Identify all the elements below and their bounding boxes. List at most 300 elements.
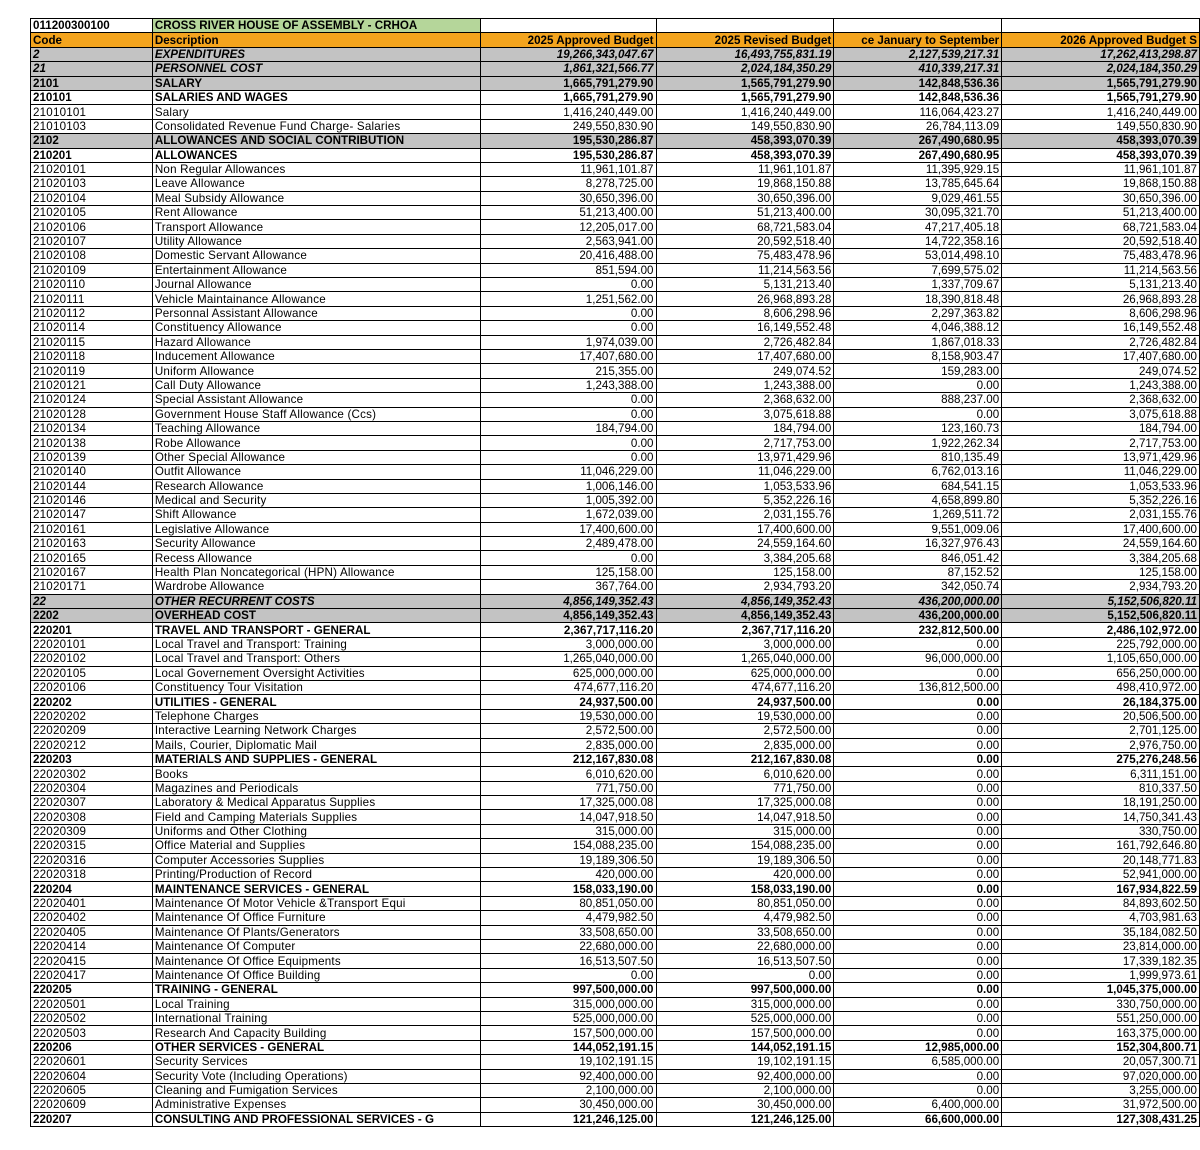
revised-2025-cell[interactable]: 125,158.00	[656, 565, 834, 579]
actual-jan-sep-cell[interactable]: 0.00	[834, 796, 1002, 810]
actual-jan-sep-cell[interactable]: 0.00	[834, 709, 1002, 723]
code-cell[interactable]: 22020401	[31, 896, 153, 910]
approved-2025-cell[interactable]: 0.00	[480, 278, 656, 292]
actual-jan-sep-cell[interactable]: 0.00	[834, 752, 1002, 766]
approved-2025-cell[interactable]: 212,167,830.08	[480, 752, 656, 766]
actual-jan-sep-cell[interactable]: 0.00	[834, 925, 1002, 939]
code-cell[interactable]: 22020304	[31, 781, 153, 795]
approved-2026-cell[interactable]: 1,416,240,449.00	[1002, 105, 1200, 119]
description-cell[interactable]: Rent Allowance	[152, 206, 480, 220]
approved-2026-cell[interactable]: 1,565,791,279.90	[1002, 76, 1200, 90]
revised-2025-cell[interactable]: 16,149,552.48	[656, 321, 834, 335]
approved-2026-cell[interactable]: 20,057,300.71	[1002, 1055, 1200, 1069]
actual-jan-sep-cell[interactable]: 0.00	[834, 637, 1002, 651]
approved-2026-cell[interactable]: 20,506,500.00	[1002, 709, 1200, 723]
revised-2025-cell[interactable]: 157,500,000.00	[656, 1026, 834, 1040]
revised-2025-cell[interactable]: 24,559,164.60	[656, 537, 834, 551]
actual-jan-sep-cell[interactable]: 267,490,680.95	[834, 134, 1002, 148]
actual-jan-sep-cell[interactable]: 436,200,000.00	[834, 609, 1002, 623]
approved-2026-cell[interactable]: 2,717,753.00	[1002, 436, 1200, 450]
code-cell[interactable]: 21020106	[31, 220, 153, 234]
approved-2026-cell[interactable]: 2,024,184,350.29	[1002, 62, 1200, 76]
actual-jan-sep-cell[interactable]: 11,395,929.15	[834, 162, 1002, 176]
actual-jan-sep-cell[interactable]: 7,699,575.02	[834, 263, 1002, 277]
revised-2025-cell[interactable]: 144,052,191.15	[656, 1040, 834, 1054]
code-cell[interactable]: 210101	[31, 90, 153, 104]
revised-2025-cell[interactable]: 19,530,000.00	[656, 709, 834, 723]
header-code[interactable]: Code	[31, 33, 153, 47]
header-jan-to-sep[interactable]: ce January to September	[834, 33, 1002, 47]
revised-2025-cell[interactable]: 19,102,191.15	[656, 1055, 834, 1069]
description-cell[interactable]: Laboratory & Medical Apparatus Supplies	[152, 796, 480, 810]
org-name-cell[interactable]: CROSS RIVER HOUSE OF ASSEMBLY - CRHOA	[152, 19, 480, 33]
revised-2025-cell[interactable]: 92,400,000.00	[656, 1069, 834, 1083]
code-cell[interactable]: 21020107	[31, 234, 153, 248]
description-cell[interactable]: MATERIALS AND SUPPLIES - GENERAL	[152, 752, 480, 766]
approved-2026-cell[interactable]: 26,968,893.28	[1002, 292, 1200, 306]
code-cell[interactable]: 21020163	[31, 537, 153, 551]
code-cell[interactable]: 21020101	[31, 162, 153, 176]
actual-jan-sep-cell[interactable]: 684,541.15	[834, 479, 1002, 493]
actual-jan-sep-cell[interactable]: 0.00	[834, 1011, 1002, 1025]
approved-2026-cell[interactable]: 11,046,229.00	[1002, 465, 1200, 479]
approved-2025-cell[interactable]: 80,851,050.00	[480, 896, 656, 910]
actual-jan-sep-cell[interactable]: 0.00	[834, 767, 1002, 781]
approved-2025-cell[interactable]: 474,677,116.20	[480, 680, 656, 694]
approved-2026-cell[interactable]: 458,393,070.39	[1002, 148, 1200, 162]
approved-2026-cell[interactable]: 26,184,375.00	[1002, 695, 1200, 709]
approved-2025-cell[interactable]: 0.00	[480, 306, 656, 320]
description-cell[interactable]: Recess Allowance	[152, 551, 480, 565]
approved-2025-cell[interactable]: 367,764.00	[480, 580, 656, 594]
code-cell[interactable]: 22020202	[31, 709, 153, 723]
actual-jan-sep-cell[interactable]: 14,722,358.16	[834, 234, 1002, 248]
actual-jan-sep-cell[interactable]: 888,237.00	[834, 393, 1002, 407]
approved-2026-cell[interactable]: 18,191,250.00	[1002, 796, 1200, 810]
revised-2025-cell[interactable]: 458,393,070.39	[656, 134, 834, 148]
approved-2026-cell[interactable]: 2,701,125.00	[1002, 724, 1200, 738]
approved-2026-cell[interactable]: 1,045,375,000.00	[1002, 983, 1200, 997]
revised-2025-cell[interactable]: 33,508,650.00	[656, 925, 834, 939]
description-cell[interactable]: Robe Allowance	[152, 436, 480, 450]
approved-2025-cell[interactable]: 33,508,650.00	[480, 925, 656, 939]
approved-2025-cell[interactable]: 19,530,000.00	[480, 709, 656, 723]
code-cell[interactable]: 22020106	[31, 680, 153, 694]
description-cell[interactable]: SALARY	[152, 76, 480, 90]
description-cell[interactable]: ALLOWANCES	[152, 148, 480, 162]
actual-jan-sep-cell[interactable]: 846,051.42	[834, 551, 1002, 565]
approved-2025-cell[interactable]: 2,100,000.00	[480, 1083, 656, 1097]
approved-2026-cell[interactable]: 656,250,000.00	[1002, 666, 1200, 680]
actual-jan-sep-cell[interactable]: 0.00	[834, 1083, 1002, 1097]
description-cell[interactable]: Maintenance Of Motor Vehicle &Transport Equi	[152, 896, 480, 910]
description-cell[interactable]: Security Vote (Including Operations)	[152, 1069, 480, 1083]
approved-2026-cell[interactable]: 551,250,000.00	[1002, 1011, 1200, 1025]
code-cell[interactable]: 220202	[31, 695, 153, 709]
approved-2026-cell[interactable]: 11,961,101.87	[1002, 162, 1200, 176]
code-cell[interactable]: 22020302	[31, 767, 153, 781]
approved-2025-cell[interactable]: 30,650,396.00	[480, 191, 656, 205]
code-cell[interactable]: 21020146	[31, 493, 153, 507]
actual-jan-sep-cell[interactable]: 2,127,539,217.31	[834, 47, 1002, 61]
revised-2025-cell[interactable]: 30,650,396.00	[656, 191, 834, 205]
approved-2025-cell[interactable]: 4,856,149,352.43	[480, 609, 656, 623]
approved-2026-cell[interactable]: 13,971,429.96	[1002, 450, 1200, 464]
approved-2026-cell[interactable]: 17,400,600.00	[1002, 522, 1200, 536]
approved-2025-cell[interactable]: 19,266,343,047.67	[480, 47, 656, 61]
description-cell[interactable]: Computer Accessories Supplies	[152, 853, 480, 867]
approved-2025-cell[interactable]: 3,000,000.00	[480, 637, 656, 651]
code-cell[interactable]: 220205	[31, 983, 153, 997]
code-cell[interactable]: 220203	[31, 752, 153, 766]
description-cell[interactable]: Entertainment Allowance	[152, 263, 480, 277]
description-cell[interactable]: Maintenance Of Office Equipments	[152, 954, 480, 968]
description-cell[interactable]: Uniform Allowance	[152, 364, 480, 378]
approved-2025-cell[interactable]: 4,479,982.50	[480, 911, 656, 925]
code-cell[interactable]: 21020114	[31, 321, 153, 335]
approved-2025-cell[interactable]: 420,000.00	[480, 868, 656, 882]
description-cell[interactable]: MAINTENANCE SERVICES - GENERAL	[152, 882, 480, 896]
code-cell[interactable]: 21020103	[31, 177, 153, 191]
description-cell[interactable]: Cleaning and Fumigation Services	[152, 1083, 480, 1097]
code-cell[interactable]: 22020604	[31, 1069, 153, 1083]
revised-2025-cell[interactable]: 2,717,753.00	[656, 436, 834, 450]
approved-2025-cell[interactable]: 249,550,830.90	[480, 119, 656, 133]
description-cell[interactable]: CONSULTING AND PROFESSIONAL SERVICES - G	[152, 1112, 480, 1126]
approved-2025-cell[interactable]: 0.00	[480, 393, 656, 407]
approved-2026-cell[interactable]: 31,972,500.00	[1002, 1098, 1200, 1112]
code-cell[interactable]: 22020316	[31, 853, 153, 867]
revised-2025-cell[interactable]: 2,572,500.00	[656, 724, 834, 738]
approved-2026-cell[interactable]: 2,368,632.00	[1002, 393, 1200, 407]
approved-2026-cell[interactable]: 275,276,248.56	[1002, 752, 1200, 766]
revised-2025-cell[interactable]: 3,000,000.00	[656, 637, 834, 651]
revised-2025-cell[interactable]: 420,000.00	[656, 868, 834, 882]
approved-2025-cell[interactable]: 125,158.00	[480, 565, 656, 579]
code-cell[interactable]: 21020167	[31, 565, 153, 579]
approved-2025-cell[interactable]: 4,856,149,352.43	[480, 594, 656, 608]
revised-2025-cell[interactable]: 0.00	[656, 968, 834, 982]
approved-2025-cell[interactable]: 51,213,400.00	[480, 206, 656, 220]
approved-2025-cell[interactable]: 195,530,286.87	[480, 148, 656, 162]
description-cell[interactable]: OTHER SERVICES - GENERAL	[152, 1040, 480, 1054]
actual-jan-sep-cell[interactable]: 0.00	[834, 1026, 1002, 1040]
approved-2025-cell[interactable]: 16,513,507.50	[480, 954, 656, 968]
approved-2026-cell[interactable]: 23,814,000.00	[1002, 940, 1200, 954]
description-cell[interactable]: Special Assistant Allowance	[152, 393, 480, 407]
description-cell[interactable]: TRAINING - GENERAL	[152, 983, 480, 997]
header-2026-approved[interactable]: 2026 Approved Budget S	[1002, 33, 1200, 47]
revised-2025-cell[interactable]: 1,565,791,279.90	[656, 90, 834, 104]
revised-2025-cell[interactable]: 17,325,000.08	[656, 796, 834, 810]
code-cell[interactable]: 21020134	[31, 421, 153, 435]
description-cell[interactable]: Research Allowance	[152, 479, 480, 493]
description-cell[interactable]: Printing/Production of Record	[152, 868, 480, 882]
actual-jan-sep-cell[interactable]: 136,812,500.00	[834, 680, 1002, 694]
approved-2026-cell[interactable]: 1,999,973.61	[1002, 968, 1200, 982]
code-cell[interactable]: 22	[31, 594, 153, 608]
revised-2025-cell[interactable]: 20,592,518.40	[656, 234, 834, 248]
description-cell[interactable]: Mails, Courier, Diplomatic Mail	[152, 738, 480, 752]
code-cell[interactable]: 21	[31, 62, 153, 76]
revised-2025-cell[interactable]: 75,483,478.96	[656, 249, 834, 263]
approved-2025-cell[interactable]: 121,246,125.00	[480, 1112, 656, 1126]
actual-jan-sep-cell[interactable]: 0.00	[834, 781, 1002, 795]
actual-jan-sep-cell[interactable]: 232,812,500.00	[834, 623, 1002, 637]
empty-cell[interactable]	[1002, 19, 1200, 33]
code-cell[interactable]: 22020209	[31, 724, 153, 738]
approved-2025-cell[interactable]: 17,407,680.00	[480, 349, 656, 363]
description-cell[interactable]: Interactive Learning Network Charges	[152, 724, 480, 738]
actual-jan-sep-cell[interactable]: 1,922,262.34	[834, 436, 1002, 450]
actual-jan-sep-cell[interactable]: 116,064,423.27	[834, 105, 1002, 119]
approved-2025-cell[interactable]: 315,000,000.00	[480, 997, 656, 1011]
approved-2026-cell[interactable]: 163,375,000.00	[1002, 1026, 1200, 1040]
code-cell[interactable]: 220201	[31, 623, 153, 637]
code-cell[interactable]: 22020605	[31, 1083, 153, 1097]
description-cell[interactable]: TRAVEL AND TRANSPORT - GENERAL	[152, 623, 480, 637]
approved-2025-cell[interactable]: 30,450,000.00	[480, 1098, 656, 1112]
approved-2025-cell[interactable]: 0.00	[480, 968, 656, 982]
description-cell[interactable]: Journal Allowance	[152, 278, 480, 292]
actual-jan-sep-cell[interactable]: 810,135.49	[834, 450, 1002, 464]
description-cell[interactable]: Security Services	[152, 1055, 480, 1069]
description-cell[interactable]: PERSONNEL COST	[152, 62, 480, 76]
description-cell[interactable]: Call Duty Allowance	[152, 378, 480, 392]
description-cell[interactable]: Telephone Charges	[152, 709, 480, 723]
revised-2025-cell[interactable]: 184,794.00	[656, 421, 834, 435]
description-cell[interactable]: Utility Allowance	[152, 234, 480, 248]
actual-jan-sep-cell[interactable]: 0.00	[834, 824, 1002, 838]
header-2025-approved[interactable]: 2025 Approved Budget	[480, 33, 656, 47]
approved-2026-cell[interactable]: 5,352,226.16	[1002, 493, 1200, 507]
approved-2026-cell[interactable]: 8,606,298.96	[1002, 306, 1200, 320]
revised-2025-cell[interactable]: 1,053,533.96	[656, 479, 834, 493]
revised-2025-cell[interactable]: 771,750.00	[656, 781, 834, 795]
revised-2025-cell[interactable]: 14,047,918.50	[656, 810, 834, 824]
code-cell[interactable]: 2202	[31, 609, 153, 623]
approved-2026-cell[interactable]: 3,075,618.88	[1002, 407, 1200, 421]
approved-2025-cell[interactable]: 184,794.00	[480, 421, 656, 435]
description-cell[interactable]: Inducement Allowance	[152, 349, 480, 363]
actual-jan-sep-cell[interactable]: 47,217,405.18	[834, 220, 1002, 234]
description-cell[interactable]: Shift Allowance	[152, 508, 480, 522]
empty-cell[interactable]	[656, 19, 834, 33]
actual-jan-sep-cell[interactable]: 123,160.73	[834, 421, 1002, 435]
revised-2025-cell[interactable]: 249,074.52	[656, 364, 834, 378]
actual-jan-sep-cell[interactable]: 96,000,000.00	[834, 652, 1002, 666]
approved-2025-cell[interactable]: 0.00	[480, 551, 656, 565]
code-cell[interactable]: 22020414	[31, 940, 153, 954]
description-cell[interactable]: OVERHEAD COST	[152, 609, 480, 623]
actual-jan-sep-cell[interactable]: 0.00	[834, 853, 1002, 867]
approved-2026-cell[interactable]: 17,339,182.35	[1002, 954, 1200, 968]
revised-2025-cell[interactable]: 1,265,040,000.00	[656, 652, 834, 666]
description-cell[interactable]: Legislative Allowance	[152, 522, 480, 536]
approved-2026-cell[interactable]: 498,410,972.00	[1002, 680, 1200, 694]
approved-2026-cell[interactable]: 84,893,602.50	[1002, 896, 1200, 910]
approved-2026-cell[interactable]: 11,214,563.56	[1002, 263, 1200, 277]
code-cell[interactable]: 22020212	[31, 738, 153, 752]
description-cell[interactable]: Meal Subsidy Allowance	[152, 191, 480, 205]
code-cell[interactable]: 21020144	[31, 479, 153, 493]
revised-2025-cell[interactable]: 121,246,125.00	[656, 1112, 834, 1126]
revised-2025-cell[interactable]: 3,075,618.88	[656, 407, 834, 421]
revised-2025-cell[interactable]: 997,500,000.00	[656, 983, 834, 997]
approved-2026-cell[interactable]: 2,031,155.76	[1002, 508, 1200, 522]
approved-2025-cell[interactable]: 12,205,017.00	[480, 220, 656, 234]
description-cell[interactable]: Maintenance Of Office Building	[152, 968, 480, 982]
code-cell[interactable]: 21020171	[31, 580, 153, 594]
description-cell[interactable]: Leave Allowance	[152, 177, 480, 191]
revised-2025-cell[interactable]: 26,968,893.28	[656, 292, 834, 306]
approved-2026-cell[interactable]: 2,486,102,972.00	[1002, 623, 1200, 637]
approved-2026-cell[interactable]: 5,152,506,820.11	[1002, 609, 1200, 623]
actual-jan-sep-cell[interactable]: 53,014,498.10	[834, 249, 1002, 263]
actual-jan-sep-cell[interactable]: 0.00	[834, 724, 1002, 738]
code-cell[interactable]: 22020402	[31, 911, 153, 925]
description-cell[interactable]: Maintenance Of Computer	[152, 940, 480, 954]
revised-2025-cell[interactable]: 8,606,298.96	[656, 306, 834, 320]
approved-2025-cell[interactable]: 14,047,918.50	[480, 810, 656, 824]
approved-2025-cell[interactable]: 1,005,392.00	[480, 493, 656, 507]
approved-2026-cell[interactable]: 2,976,750.00	[1002, 738, 1200, 752]
description-cell[interactable]: Wardrobe Allowance	[152, 580, 480, 594]
description-cell[interactable]: Personnal Assistant Allowance	[152, 306, 480, 320]
description-cell[interactable]: Teaching Allowance	[152, 421, 480, 435]
description-cell[interactable]: EXPENDITURES	[152, 47, 480, 61]
approved-2026-cell[interactable]: 24,559,164.60	[1002, 537, 1200, 551]
actual-jan-sep-cell[interactable]: 0.00	[834, 1069, 1002, 1083]
approved-2025-cell[interactable]: 997,500,000.00	[480, 983, 656, 997]
revised-2025-cell[interactable]: 6,010,620.00	[656, 767, 834, 781]
code-cell[interactable]: 21020124	[31, 393, 153, 407]
actual-jan-sep-cell[interactable]: 12,985,000.00	[834, 1040, 1002, 1054]
code-cell[interactable]: 21020138	[31, 436, 153, 450]
revised-2025-cell[interactable]: 2,368,632.00	[656, 393, 834, 407]
approved-2025-cell[interactable]: 851,594.00	[480, 263, 656, 277]
revised-2025-cell[interactable]: 625,000,000.00	[656, 666, 834, 680]
description-cell[interactable]: Office Material and Supplies	[152, 839, 480, 853]
approved-2026-cell[interactable]: 35,184,082.50	[1002, 925, 1200, 939]
code-cell[interactable]: 22020309	[31, 824, 153, 838]
approved-2026-cell[interactable]: 16,149,552.48	[1002, 321, 1200, 335]
actual-jan-sep-cell[interactable]: 0.00	[834, 911, 1002, 925]
approved-2025-cell[interactable]: 1,974,039.00	[480, 335, 656, 349]
actual-jan-sep-cell[interactable]: 410,339,217.31	[834, 62, 1002, 76]
approved-2026-cell[interactable]: 75,483,478.96	[1002, 249, 1200, 263]
approved-2025-cell[interactable]: 0.00	[480, 436, 656, 450]
actual-jan-sep-cell[interactable]: 26,784,113.09	[834, 119, 1002, 133]
approved-2025-cell[interactable]: 0.00	[480, 407, 656, 421]
approved-2025-cell[interactable]: 8,278,725.00	[480, 177, 656, 191]
code-cell[interactable]: 2	[31, 47, 153, 61]
description-cell[interactable]: Non Regular Allowances	[152, 162, 480, 176]
code-cell[interactable]: 21020108	[31, 249, 153, 263]
actual-jan-sep-cell[interactable]: 4,658,899.80	[834, 493, 1002, 507]
actual-jan-sep-cell[interactable]: 18,390,818.48	[834, 292, 1002, 306]
actual-jan-sep-cell[interactable]: 9,551,009.06	[834, 522, 1002, 536]
revised-2025-cell[interactable]: 315,000,000.00	[656, 997, 834, 1011]
actual-jan-sep-cell[interactable]: 159,283.00	[834, 364, 1002, 378]
approved-2026-cell[interactable]: 51,213,400.00	[1002, 206, 1200, 220]
actual-jan-sep-cell[interactable]: 87,152.52	[834, 565, 1002, 579]
description-cell[interactable]: International Training	[152, 1011, 480, 1025]
description-cell[interactable]: Local Governement Oversight Activities	[152, 666, 480, 680]
code-cell[interactable]: 22020101	[31, 637, 153, 651]
actual-jan-sep-cell[interactable]: 0.00	[834, 407, 1002, 421]
description-cell[interactable]: Magazines and Periodicals	[152, 781, 480, 795]
approved-2026-cell[interactable]: 330,750,000.00	[1002, 997, 1200, 1011]
actual-jan-sep-cell[interactable]: 30,095,321.70	[834, 206, 1002, 220]
description-cell[interactable]: Maintenance Of Plants/Generators	[152, 925, 480, 939]
code-cell[interactable]: 22020609	[31, 1098, 153, 1112]
revised-2025-cell[interactable]: 1,416,240,449.00	[656, 105, 834, 119]
description-cell[interactable]: UTILITIES - GENERAL	[152, 695, 480, 709]
code-cell[interactable]: 21020140	[31, 465, 153, 479]
actual-jan-sep-cell[interactable]: 6,400,000.00	[834, 1098, 1002, 1112]
code-cell[interactable]: 22020102	[31, 652, 153, 666]
revised-2025-cell[interactable]: 5,352,226.16	[656, 493, 834, 507]
revised-2025-cell[interactable]: 51,213,400.00	[656, 206, 834, 220]
approved-2026-cell[interactable]: 3,255,000.00	[1002, 1083, 1200, 1097]
approved-2026-cell[interactable]: 167,934,822.59	[1002, 882, 1200, 896]
description-cell[interactable]: Security Allowance	[152, 537, 480, 551]
actual-jan-sep-cell[interactable]: 0.00	[834, 378, 1002, 392]
approved-2026-cell[interactable]: 2,934,793.20	[1002, 580, 1200, 594]
description-cell[interactable]: Constituency Allowance	[152, 321, 480, 335]
actual-jan-sep-cell[interactable]: 0.00	[834, 738, 1002, 752]
approved-2026-cell[interactable]: 97,020,000.00	[1002, 1069, 1200, 1083]
revised-2025-cell[interactable]: 1,565,791,279.90	[656, 76, 834, 90]
code-cell[interactable]: 21020110	[31, 278, 153, 292]
revised-2025-cell[interactable]: 2,100,000.00	[656, 1083, 834, 1097]
empty-cell[interactable]	[480, 19, 656, 33]
approved-2026-cell[interactable]: 184,794.00	[1002, 421, 1200, 435]
approved-2025-cell[interactable]: 1,665,791,279.90	[480, 76, 656, 90]
approved-2026-cell[interactable]: 3,384,205.68	[1002, 551, 1200, 565]
actual-jan-sep-cell[interactable]: 0.00	[834, 940, 1002, 954]
actual-jan-sep-cell[interactable]: 4,046,388.12	[834, 321, 1002, 335]
org-code-cell[interactable]: 011200300100	[31, 19, 153, 33]
code-cell[interactable]: 22020405	[31, 925, 153, 939]
code-cell[interactable]: 210201	[31, 148, 153, 162]
description-cell[interactable]: Hazard Allowance	[152, 335, 480, 349]
approved-2026-cell[interactable]: 5,131,213.40	[1002, 278, 1200, 292]
code-cell[interactable]: 21020115	[31, 335, 153, 349]
revised-2025-cell[interactable]: 24,937,500.00	[656, 695, 834, 709]
revised-2025-cell[interactable]: 2,031,155.76	[656, 508, 834, 522]
code-cell[interactable]: 22020105	[31, 666, 153, 680]
approved-2025-cell[interactable]: 17,325,000.08	[480, 796, 656, 810]
description-cell[interactable]: ALLOWANCES AND SOCIAL CONTRIBUTION	[152, 134, 480, 148]
revised-2025-cell[interactable]: 17,400,600.00	[656, 522, 834, 536]
approved-2025-cell[interactable]: 771,750.00	[480, 781, 656, 795]
revised-2025-cell[interactable]: 158,033,190.00	[656, 882, 834, 896]
approved-2026-cell[interactable]: 17,407,680.00	[1002, 349, 1200, 363]
approved-2025-cell[interactable]: 17,400,600.00	[480, 522, 656, 536]
approved-2026-cell[interactable]: 4,703,981.63	[1002, 911, 1200, 925]
description-cell[interactable]: Outfit Allowance	[152, 465, 480, 479]
revised-2025-cell[interactable]: 1,243,388.00	[656, 378, 834, 392]
empty-cell[interactable]	[834, 19, 1002, 33]
revised-2025-cell[interactable]: 2,024,184,350.29	[656, 62, 834, 76]
approved-2025-cell[interactable]: 6,010,620.00	[480, 767, 656, 781]
header-2025-revised[interactable]: 2025 Revised Budget	[656, 33, 834, 47]
code-cell[interactable]: 2102	[31, 134, 153, 148]
approved-2025-cell[interactable]: 20,416,488.00	[480, 249, 656, 263]
approved-2025-cell[interactable]: 1,672,039.00	[480, 508, 656, 522]
